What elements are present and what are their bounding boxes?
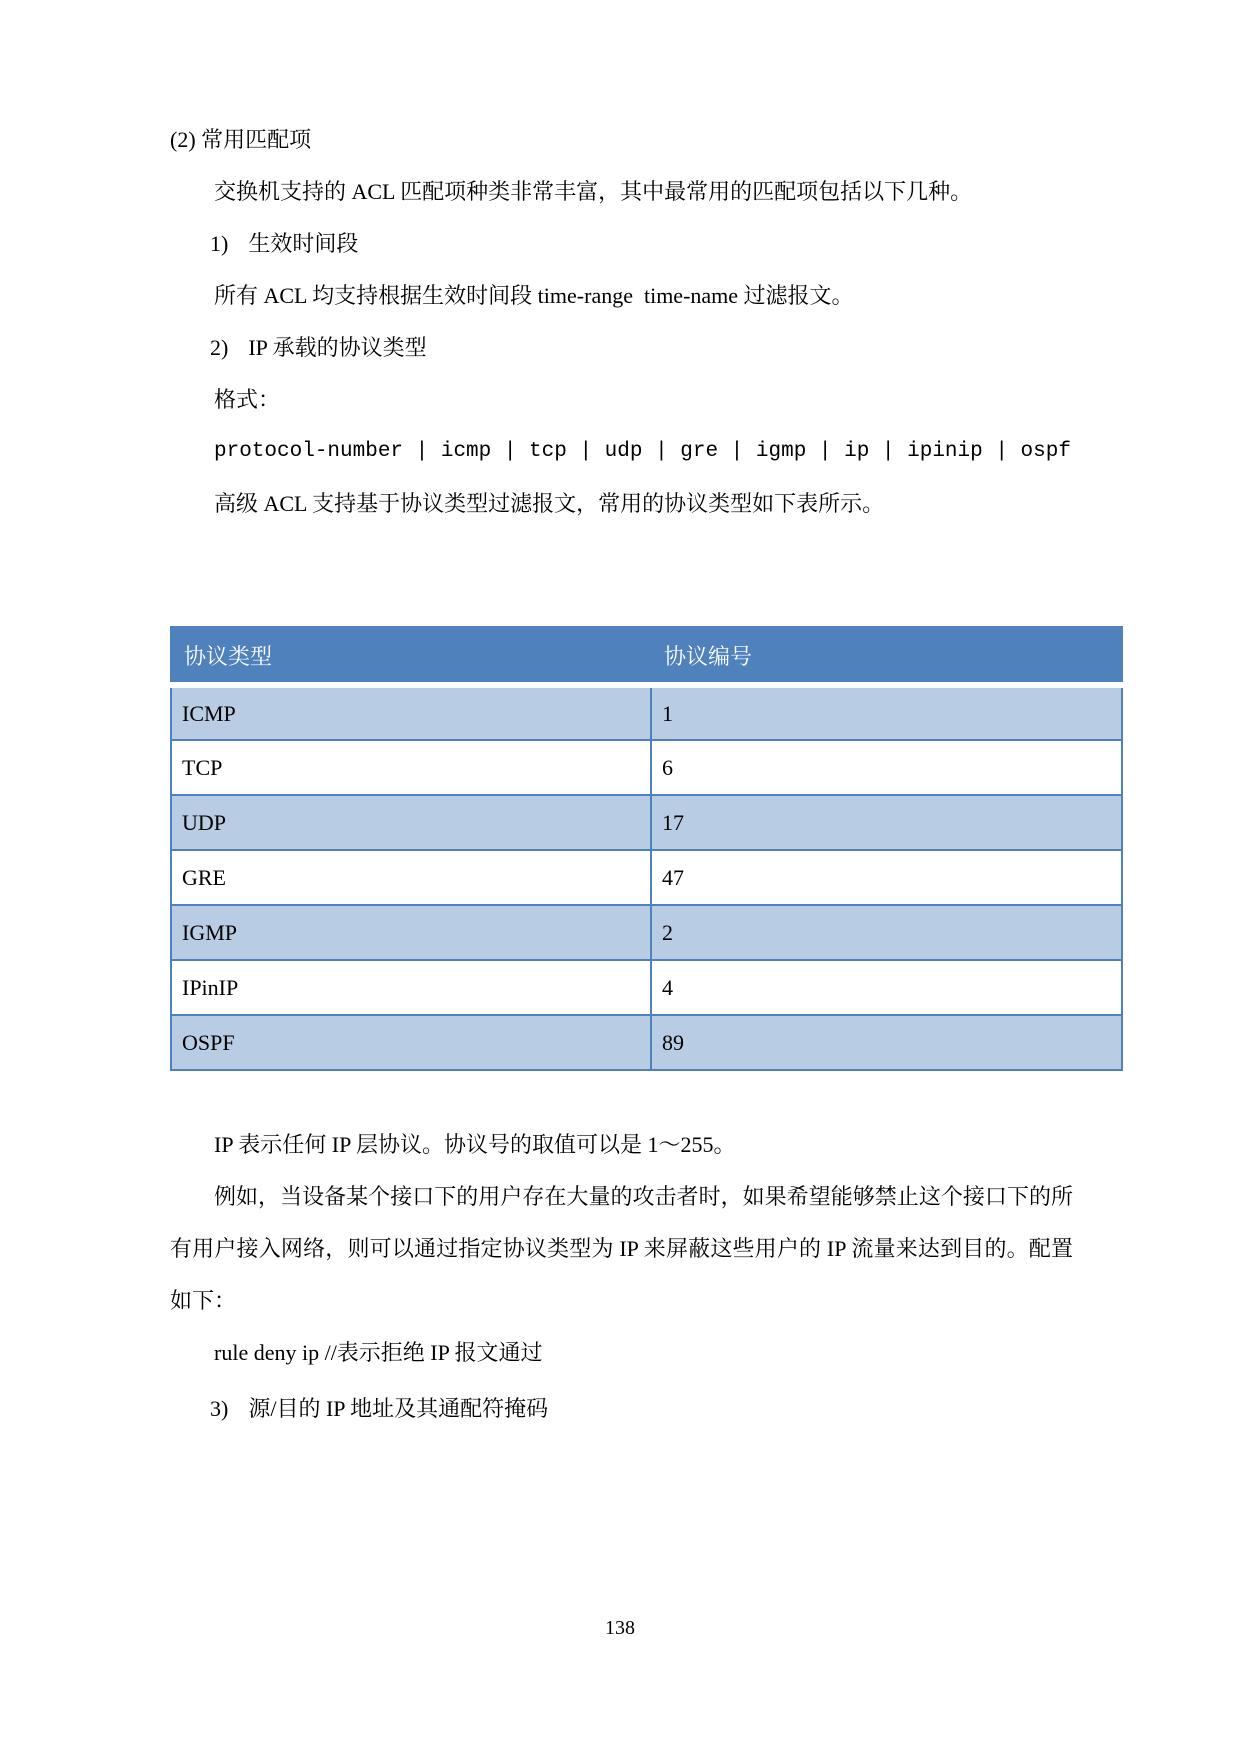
paragraph-intro: 交换机支持的 ACL 匹配项种类非常丰富，其中最常用的匹配项包括以下几种。 <box>214 179 973 204</box>
list-item-2-label: IP 承载的协议类型 <box>248 335 427 360</box>
protocol-type-cell: ICMP <box>171 685 651 740</box>
list-item-1-number: 1) <box>210 231 229 256</box>
protocol-type-cell: TCP <box>171 740 651 795</box>
paragraph-example: 例如，当设备某个接口下的用户存在大量的攻击者时，如果希望能够禁止这个接口下的所有用户接入网络，则可以通过指定协议类型为 IP 来屏蔽这些用户的 IP 流量来达到目的。配置如下： <box>170 1184 1073 1313</box>
section-heading: (2) 常用匹配项 <box>170 127 312 152</box>
list-item-3 <box>210 1383 1123 1435</box>
column-header-protocol-number: 协议编号 <box>651 627 1122 685</box>
page-number: 138 <box>605 1617 635 1639</box>
protocol-syntax-line: protocol-number | icmp | tcp | udp | gre | igmp | ip | ipinip | ospf <box>214 440 1071 463</box>
list-item-1-label: 生效时间段 <box>248 231 359 256</box>
protocol-type-cell: OSPF <box>171 1015 651 1070</box>
paragraph-time-range: 所有 ACL 均支持根据生效时间段 time-range time-name 过滤报文。 <box>214 283 854 308</box>
list-item-2 <box>210 322 1123 374</box>
protocol-number-cell: 1 <box>651 685 1122 740</box>
protocol-number-cell: 89 <box>651 1015 1122 1070</box>
protocol-table <box>170 626 1123 1071</box>
list-item-3-number: 3) <box>210 1396 229 1421</box>
table-row <box>171 795 1122 850</box>
table-header-row <box>171 627 1122 685</box>
protocol-number-cell: 47 <box>651 850 1122 905</box>
protocol-table-body <box>171 685 1122 1070</box>
column-header-protocol-type: 协议类型 <box>171 627 651 685</box>
protocol-type-cell: UDP <box>171 795 651 850</box>
protocol-number-cell: 17 <box>651 795 1122 850</box>
protocol-number-cell: 6 <box>651 740 1122 795</box>
paragraph-ip-note: IP 表示任何 IP 层协议。协议号的取值可以是 1～255。 <box>214 1132 736 1157</box>
protocol-table-head <box>171 627 1122 685</box>
table-row <box>171 685 1122 740</box>
table-row <box>171 1015 1122 1070</box>
list-item-3-label: 源/目的 IP 地址及其通配符掩码 <box>248 1396 549 1421</box>
protocol-type-cell: IGMP <box>171 905 651 960</box>
table-row <box>171 960 1122 1015</box>
paragraph-advanced-acl: 高级 ACL 支持基于协议类型过滤报文，常用的协议类型如下表所示。 <box>214 491 885 516</box>
protocol-number-cell: 4 <box>651 960 1122 1015</box>
paragraph-format-label: 格式： <box>214 387 281 412</box>
list-item-2-number: 2) <box>210 335 229 360</box>
list-item-1 <box>210 218 1123 270</box>
table-row <box>171 905 1122 960</box>
protocol-type-cell: GRE <box>171 850 651 905</box>
table-row <box>171 740 1122 795</box>
rule-deny-line: rule deny ip //表示拒绝 IP 报文通过 <box>214 1340 543 1365</box>
protocol-type-cell: IPinIP <box>171 960 651 1015</box>
table-row <box>171 850 1122 905</box>
protocol-number-cell: 2 <box>651 905 1122 960</box>
page-content <box>170 114 1123 1435</box>
